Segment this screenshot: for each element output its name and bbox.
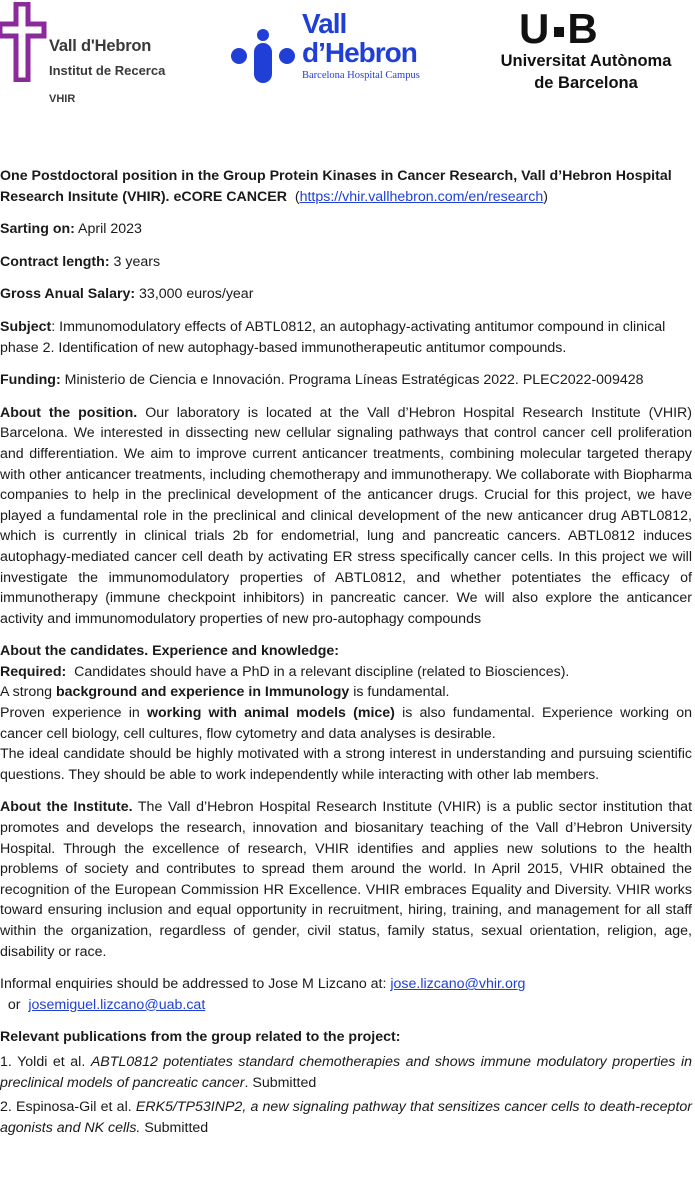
- candidates-required: [0, 662, 692, 683]
- field-value: 33,000 euros/year: [139, 286, 254, 303]
- field-label: Subject: [0, 318, 52, 335]
- vhir-logo: [0, 0, 200, 115]
- uab-logo-line1: Universitat Autònoma: [500, 52, 672, 70]
- field-funding: [0, 370, 692, 391]
- field-contract: [0, 252, 692, 273]
- publication-title: ERK5/TP53INP2, a new signaling pathway that sensitizes cancer cells to death-receptor agonists and NK cells.: [0, 1099, 692, 1136]
- candidates-heading: About the candidates. Experience and knowledge:: [0, 643, 339, 660]
- required-text: Candidates should have a PhD in a relevant discipline (related to Biosciences).: [74, 663, 570, 680]
- campus-logo-line2: d’Hebron: [302, 37, 417, 68]
- field-value: : Immunomodulatory effects of ABTL0812, an autophagy-activating antitumor compound in clinical phase 2. Identification of new autophagy-based immunotherapeutic antitumor compounds.: [0, 318, 666, 356]
- field-label: Contract length:: [0, 253, 110, 270]
- required-label: Required:: [0, 663, 67, 680]
- animal-bold: working with animal models (mice): [146, 705, 395, 722]
- vhir-cross-icon: [0, 2, 48, 82]
- publication-authors: 2. Espinosa-Gil et al.: [0, 1099, 136, 1116]
- email-link-uab[interactable]: josemiguel.lizcano@uab.cat: [28, 996, 206, 1013]
- uab-logo-line2: de Barcelona: [534, 74, 638, 92]
- campus-plus-icon: [230, 28, 296, 84]
- research-link[interactable]: https://vhir.vallhebron.com/en/research: [299, 188, 544, 205]
- about-position-label: About the position.: [0, 404, 138, 421]
- field-value: April 2023: [78, 221, 142, 238]
- uab-mark-u: U: [519, 5, 552, 52]
- publication-item: [0, 1097, 692, 1138]
- about-candidates: [0, 641, 692, 785]
- immunology-bold: background and experience in Immunology: [56, 684, 350, 701]
- job-posting: [0, 166, 692, 1138]
- candidates-immunology: [0, 682, 692, 703]
- publications-heading: Relevant publications from the group related to the project:: [0, 1029, 401, 1046]
- candidates-animal-models: [0, 703, 692, 744]
- field-value: Ministerio de Ciencia e Innovación. Programa Líneas Estratégicas 2022. PLEC2022-009428: [64, 372, 644, 389]
- vhir-logo-subtitle: Institut de Recerca: [49, 63, 166, 78]
- uab-mark-b: B: [567, 5, 600, 52]
- about-institute-text: The Vall d’Hebron Hospital Research Institute (VHIR) is a public sector institution that promotes and develops the research, innovation and biosanitary teaching of the Vall d’Hebron University Hospital. Through the excellence of research, VHIR identifies and applies new solutions to the health problems of society and contributes to spread them around the world. In April 2015, VHIR obtained the recognition of the European Commission HR Excellence. VHIR embraces Equality and Diversity. VHIR works toward ensuring inclusion and equal opportunity in recruitment, hiring, training, and management for all staff within the organization, regardless of gender, civil status, family status, sexual orientation, religion, age, disability or race.: [0, 799, 693, 960]
- uab-mark-dot-icon: [554, 27, 564, 37]
- enquiries: [0, 974, 692, 1015]
- publication-status: Submitted: [140, 1119, 209, 1136]
- posting-title: [0, 166, 692, 207]
- campus-logo: [230, 10, 440, 90]
- enquiries-text: Informal enquiries should be addressed to Jose M Lizcano at:: [0, 976, 391, 993]
- field-salary: [0, 284, 692, 305]
- immunology-pre: A strong: [0, 684, 56, 701]
- publication-title: ABTL0812 potentiates standard chemotherapies and shows immune modulatory properties in preclinical models of pancreatic cancer: [0, 1053, 692, 1091]
- uab-logo: [475, 5, 690, 100]
- immunology-post: is fundamental.: [349, 684, 450, 701]
- campus-logo-line3: Barcelona Hospital Campus: [302, 70, 420, 81]
- candidates-ideal: The ideal candidate should be highly motivated with a strong interest in understanding and pursuing scientific questions. They should be able to work independently while interacting with other lab members.: [0, 746, 692, 783]
- animal-pre: Proven experience in: [0, 705, 147, 722]
- vhir-logo-title: Vall d'Hebron: [49, 37, 152, 55]
- publication-status: . Submitted: [244, 1074, 317, 1091]
- vhir-logo-abbr: VHIR: [49, 93, 76, 105]
- about-position: [0, 403, 692, 630]
- uab-logo-mark: [519, 5, 600, 53]
- about-institute-label: About the Institute.: [0, 799, 133, 816]
- publications: [0, 1027, 692, 1138]
- about-position-text: Our laboratory is located at the Vall d’Hebron Hospital Research Institute (VHIR) Barcelona. We interested in dissecting new cellular signaling pathways that control cancer cell proliferation and differentiation. We aim to improve current anticancer treatments, combining molecular targeted therapy with other anticancer treatments, including chemotherapy and immunotherapy. We collaborate with Biopharma companies to help in the preclinical development of the anticancer drugs. Crucial for this project, we have played a fundamental role in the preclinical and clinical development of the new anticancer drug ABTL0812, which is currently in clinical trials 2b for endometrial, lung and pancreatic cancers. ABTL0812 induces autophagy-mediated cancer cell death by activating ER stress specifically cancer cells. In this project we will investigate the immunomodulatory properties of ABTL0812, and whether potentiates the efficacy of immunotherapy (immune checkpoint inhibitors) in pancreatic cancer. We will also explore the anticancer activity and immunomodulatory properties of new pro-autophagy compounds: [0, 404, 692, 627]
- posting-title-open: (: [294, 188, 300, 205]
- header-logos: [0, 0, 695, 120]
- email-link-vhir[interactable]: jose.lizcano@vhir.org: [390, 976, 526, 993]
- field-value: 3 years: [113, 253, 161, 270]
- posting-title-text: One Postdoctoral position in the Group Protein Kinases in Cancer Research, Vall d’Hebron Hospital Research Insitute (VHIR). eCORE CANCER: [0, 168, 672, 205]
- publication-authors: 1. Yoldi et al.: [0, 1053, 91, 1070]
- enquiries-or: or: [0, 996, 29, 1013]
- animal-post: is also fundamental. Experience working on cancer cell biology, cell cultures, flow cytometry and data analyses is desirable.: [0, 705, 692, 742]
- field-start: [0, 219, 692, 240]
- field-label: Gross Anual Salary:: [0, 286, 136, 303]
- posting-title-close: ): [543, 188, 549, 205]
- field-subject: [0, 317, 692, 358]
- publication-item: [0, 1052, 692, 1093]
- field-label: Funding:: [0, 372, 61, 389]
- about-institute: [0, 797, 692, 962]
- field-label: Sarting on:: [0, 221, 75, 238]
- campus-logo-line1: Vall: [302, 8, 347, 39]
